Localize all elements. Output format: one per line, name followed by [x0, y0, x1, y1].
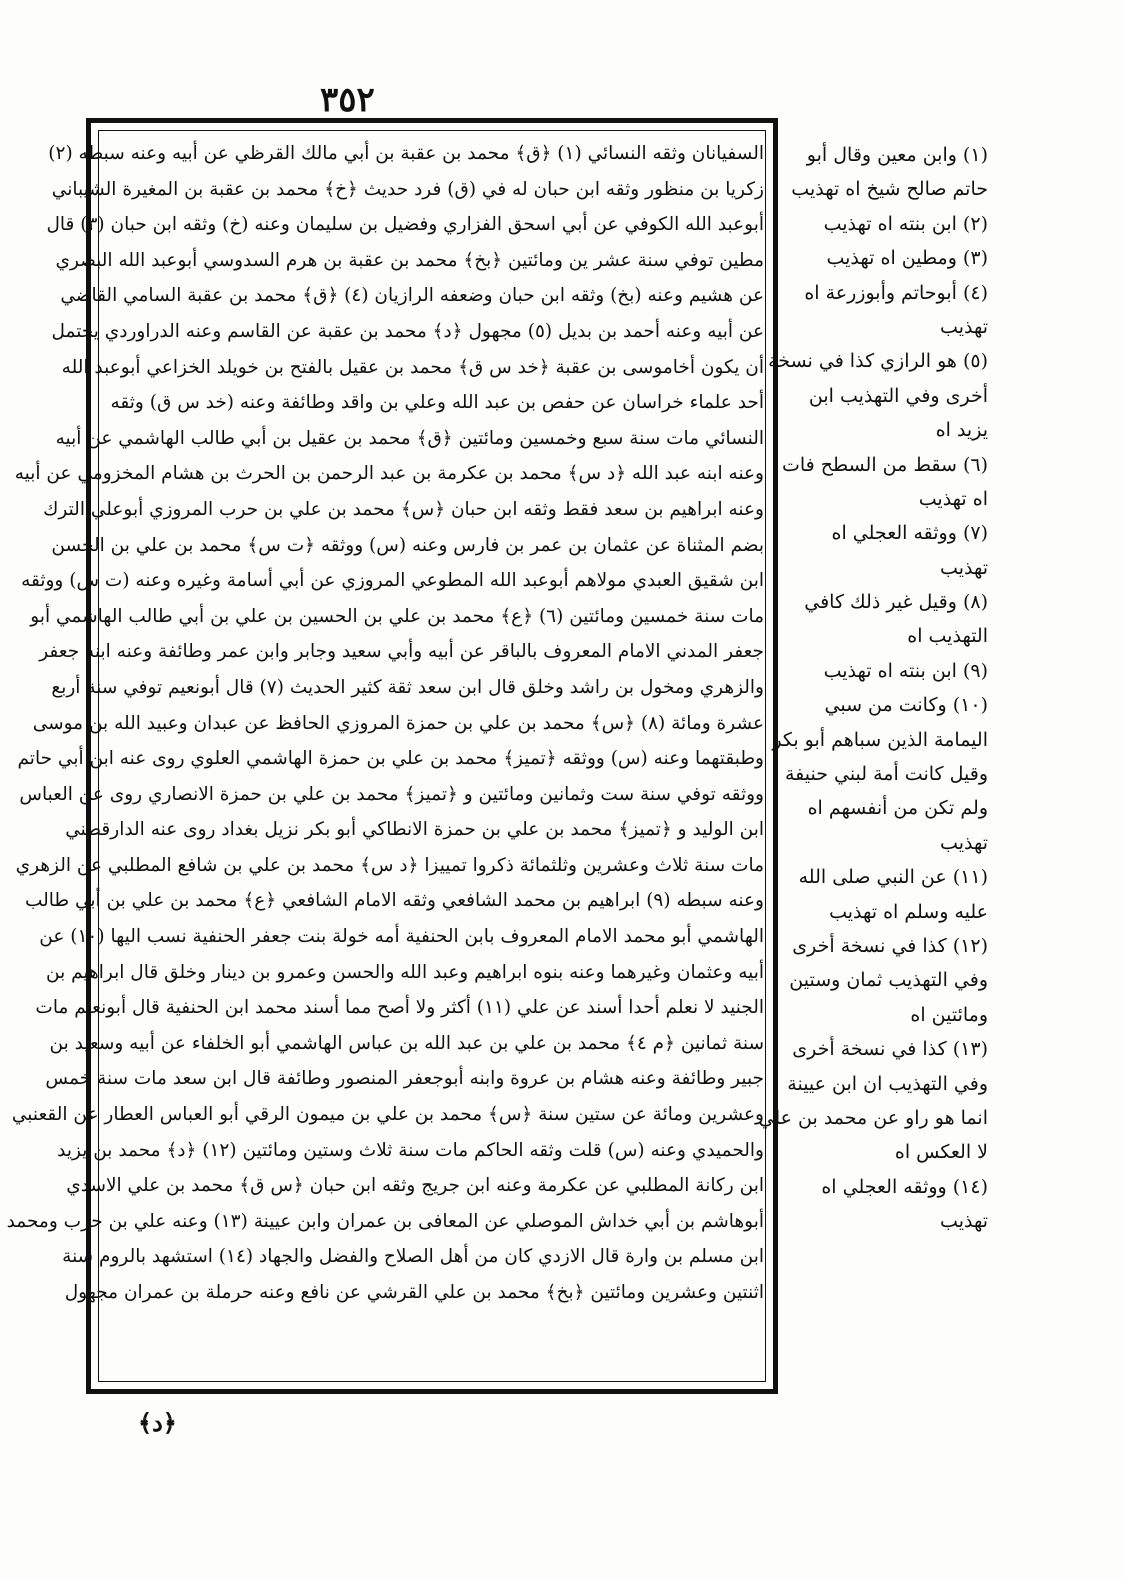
margin-note-line: (٤) أبوحاتم وأبوزرعة اه [804, 281, 988, 304]
main-text-line: أبوعبد الله الكوفي عن أبي اسحق الفزاري وفضيل بن سليمان وعنه (خ) وثقه ابن حبان (٣) قال [46, 214, 764, 236]
main-text-line: مات سنة ثلاث وعشرين وثلثمائة ذكروا تمييزا ﴿د س﴾ محمد بن علي بن شافع المطلبي عن الزهري [15, 854, 764, 876]
main-text-line: الجنيد لا نعلم أحدا أسند عن علي (١١) أكثر ولا أصح مما أسند محمد ابن الحنفية قال أبونعيم مات [35, 997, 764, 1019]
margin-note-line: (١) وابن معين وقال أبو [806, 144, 988, 166]
main-text-line: النسائي مات سنة سبع وخمسين ومائتين ﴿ق﴾ محمد بن عقيل بن أبي طالب الهاشمي عن أبيه [55, 427, 764, 449]
main-text-line: اثنتين وعشرين ومائتين ﴿بخ﴾ محمد بن علي القرشي عن نافع وعنه حرملة بن عمران مجهول [64, 1282, 764, 1303]
margin-note-line: لا العكس اه [894, 1141, 988, 1164]
main-text-block [6, 136, 764, 1311]
margin-note-line: وفي التهذيب ان ابن عيينة [787, 1072, 988, 1095]
footer-mark: ﴿د﴾ [138, 1408, 177, 1437]
margin-note-line: ومائتين اه [910, 1003, 988, 1026]
main-text-line: وعنه ابنه عبد الله ﴿د س﴾ محمد بن عكرمة بن عبد الرحمن بن الحرث بن هشام المخزومي عن أبيه [14, 463, 764, 485]
main-text-line: سنة ثمانين ﴿م ٤﴾ محمد بن علي بن عبد الله بن عباس الهاشمي أبو الخلفاء عن أبيه وسعيد بن [49, 1032, 764, 1054]
margin-note-line: ولم تكن من أنفسهم اه [807, 797, 988, 820]
margin-note-line: حاتم صالح شيخ اه تهذيب [791, 178, 988, 201]
main-text-line: السفيانان وثقه النسائي (١) ﴿ق﴾ محمد بن عقبة بن أبي مالك القرظي عن أبيه وعنه سبطه (٢) [48, 143, 764, 164]
main-text-line: جعفر المدني الامام المعروف بالباقر عن أبيه وأبي سعيد وجابر وابن عمر وطائفة وعنه ابنه جعفر [39, 641, 764, 663]
margin-note-line: (٣) ومطين اه تهذيب [826, 247, 988, 270]
margin-note-line: انما هو راو عن محمد بن علي [758, 1106, 988, 1129]
main-text-line: وطبقتهما وعنه (س) ووثقه ﴿تميز﴾ محمد بن علي بن حمزة الهاشمي العلوي روى عنه ابن أبي حاتم [17, 748, 764, 770]
main-text-line: عن هشيم وعنه (بخ) وثقه ابن حبان وضعفه الرازيان (٤) ﴿ق﴾ محمد بن عقبة السامي القاضي [60, 285, 764, 307]
main-text-line: والحميدي وعنه (س) قلت وثقه الحاكم مات سنة ثلاث وستين ومائتين (١٢) ﴿د﴾ محمد بن يزيد [57, 1139, 764, 1161]
main-text-line: وعنه ابراهيم بن سعد فقط وثقه ابن حبان ﴿س﴾ محمد بن علي بن حرب المروزي أبوعلي الترك [43, 498, 764, 520]
main-text-line: بضم المثناة عن عثمان بن عمر بن فارس وعنه (س) ووثقه ﴿ت س﴾ محمد بن علي بن الحسن [51, 534, 764, 556]
page-number: ٣٥٢ [320, 80, 375, 120]
main-text-line: ابن شقيق العبدي مولاهم أبوعبد الله المطوعي المروزي عن أبي أسامة وغيره وعنه (ت س) ووثقه [21, 570, 764, 592]
main-text-line: عشرة ومائة (٨) ﴿س﴾ محمد بن علي بن حمزة المروزي الحافظ عن عبدان وعبيد الله بن موسى [32, 712, 764, 734]
margin-note-line: عليه وسلم اه تهذيب [829, 900, 988, 923]
margin-note-line: التهذيب اه [907, 625, 988, 648]
margin-note-line: (٢) ابن بنته اه تهذيب [823, 212, 988, 235]
main-text-line: ابن الوليد و ﴿تميز﴾ محمد بن علي بن حمزة الانطاكي أبو بكر نزيل بغداد روى عنه الدارقطني [65, 819, 764, 841]
margin-note-line: تهذيب [940, 556, 988, 579]
main-text-line: أحد علماء خراسان عن حفص بن عبد الله وعلي بن واقد وطائفة وعنه (خد س ق) وثقه [110, 392, 764, 414]
margin-note-line: (٨) وقيل غير ذلك كافي [804, 591, 988, 614]
margin-note-line: (٧) ووثقه العجلي اه [831, 522, 988, 545]
main-text-line: أبوهاشم بن أبي خداش الموصلي عن المعافى بن عمران وابن عيينة (١٣) وعنه علي بن حرب ومحمد [6, 1210, 764, 1232]
main-text-line: زكريا بن منظور وثقه ابن حبان له في (ق) فرد حديث ﴿خ﴾ محمد بن عقبة بن المغيرة الشيباني [51, 178, 764, 200]
margin-note-line: وقيل كانت أمة لبني حنيفة [784, 763, 988, 786]
margin-note-line: اليمامة الذين سباهم أبو بكر [772, 728, 988, 751]
main-text-line: أبيه وعثمان وغيرهما وعنه بنوه ابراهيم وعبد الله والحسن وعمرو بن دينار وخلق قال ابراهيم بن [46, 961, 764, 983]
margin-note-line: وفي التهذيب ثمان وستين [789, 969, 988, 992]
margin-note-line: (٩) ابن بنته اه تهذيب [823, 659, 988, 682]
margin-note-line: (٦) سقط من السطح فات [781, 453, 988, 476]
main-text-line: مطين توفي سنة عشر ين ومائتين ﴿بخ﴾ محمد بن عقبة بن هرم السدوسي أبوعبد الله البصري [55, 249, 764, 271]
main-text-line: مات سنة خمسين ومائتين (٦) ﴿ع﴾ محمد بن علي بن الحسين بن علي بن أبي طالب الهاشمي أبو [30, 605, 764, 627]
main-text-line: عن أبيه وعنه أحمد بن بديل (٥) مجهول ﴿د﴾ محمد بن عقبة عن القاسم وعنه الدراوردي يحتمل [51, 320, 764, 342]
margin-note-line: (١٤) ووثقه العجلي اه [821, 1175, 988, 1198]
margin-note-line: يزيد اه [935, 419, 988, 442]
margin-note-line: (١٣) كذا في نسخة أخرى [792, 1038, 988, 1061]
main-text-line: ابن ركانة المطلبي عن عكرمة وعنه ابن جريج وثقه ابن حبان ﴿س ق﴾ محمد بن علي الاسدي [66, 1175, 764, 1197]
margin-note-line: تهذيب [940, 831, 988, 854]
main-text-line: أن يكون أخاموسى بن عقبة ﴿خد س ق﴾ محمد بن عقيل بالفتح بن خويلد الخزاعي أبوعبد الله [61, 356, 764, 378]
main-text-line: ووثقه توفي سنة ست وثمانين ومائتين و ﴿تميز﴾ محمد بن علي بن حمزة الانصاري روى عن العباس [19, 783, 764, 805]
main-text-line: وعشرين ومائة عن ستين سنة ﴿س﴾ محمد بن علي بن ميمون الرقي أبو العباس العطار عن القعنبي [11, 1104, 764, 1126]
margin-note-line: أخرى وفي التهذيب ابن [808, 384, 988, 407]
main-text-line: والزهري ومخول بن راشد وخلق قال ابن سعد ثقة كثير الحديث (٧) قال أبونعيم توفي سنة أربع [51, 676, 764, 698]
margin-note-line: تهذيب [940, 315, 988, 338]
main-text-line: وعنه سبطه (٩) ابراهيم بن محمد الشافعي وثقه الامام الشافعي ﴿ع﴾ محمد بن علي بن أبي طالب [24, 890, 764, 912]
margin-note-line: (١١) عن النبي صلى الله [798, 866, 988, 889]
margin-notes [758, 138, 988, 1239]
margin-note-line: اه تهذيب [918, 487, 988, 510]
main-text-line: جبير وطائفة وعنه هشام بن عروة وابنه أبوجعفر المنصور وطائفة قال ابن سعد مات سنة خمس [45, 1068, 764, 1090]
main-text-line: ابن مسلم بن وارة قال الازدي كان من أهل الصلاح والفضل والجهاد (١٤) استشهد بالروم سنة [62, 1246, 764, 1268]
margin-note-line: (٥) هو الرازي كذا في نسخة [768, 350, 988, 373]
margin-note-line: تهذيب [940, 1210, 988, 1233]
main-text-line: الهاشمي أبو محمد الامام المعروف بابن الحنفية أمه خولة بنت جعفر الحنفية نسب اليها (١٠) عن [39, 926, 764, 948]
margin-note-line: (١٠) وكانت من سبي [824, 694, 988, 717]
margin-note-line: (١٢) كذا في نسخة أخرى [792, 934, 988, 957]
